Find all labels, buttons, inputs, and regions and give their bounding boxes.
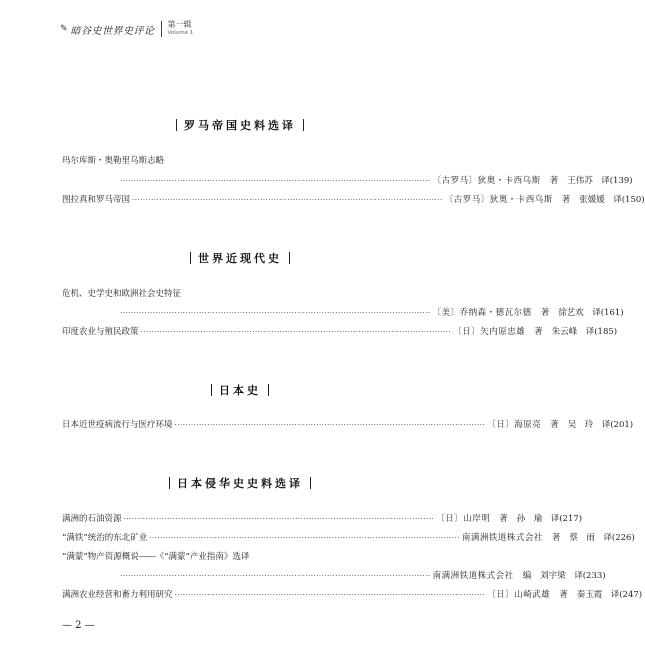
toc-entry[interactable] — [62, 306, 624, 320]
leader-dots: ·················································································································· — [149, 534, 460, 542]
entry-title: 满洲的石油资源 — [62, 514, 122, 524]
entry-role: 著 — [499, 514, 508, 524]
toc-entry[interactable] — [62, 512, 583, 526]
entry-page: (139) — [609, 176, 633, 186]
entry-role: 著 — [550, 420, 559, 430]
page-number: — 2 — — [62, 620, 95, 631]
entry-title: 印度农业与殖民政策 — [62, 327, 139, 337]
entry-title: 危机、史学史和欧洲社会史特征 — [62, 289, 182, 299]
section-heading — [0, 475, 480, 491]
entry-author: 〔日〕海原亮 — [487, 420, 542, 430]
heading-bar-right — [289, 252, 290, 264]
entry-author: 〔古罗马〕狄奥・卡西乌斯 — [444, 195, 553, 205]
entry-role: 著 — [551, 533, 561, 543]
entry-translator: 王伟苏 译 — [567, 176, 610, 186]
heading-bar-left — [176, 119, 177, 131]
toc-entry[interactable] — [62, 418, 634, 432]
section-heading — [0, 250, 480, 266]
entry-title: 玛尔库斯・奥勒里乌斯志略 — [62, 156, 165, 166]
pen-icon: ✎ — [60, 24, 68, 34]
section-heading — [0, 382, 480, 398]
entry-author: 〔日〕山崎武雄 — [487, 590, 551, 600]
heading-bar-right — [268, 384, 269, 396]
volume-en: Volume 1 — [167, 30, 194, 37]
entry-translator: 秦玉霞 译 — [576, 590, 620, 600]
entry-translator: 吴 玲 译 — [567, 420, 611, 430]
entry-role: 著 — [549, 176, 559, 186]
entry-author: 〔日〕矢内原忠雄 — [453, 327, 526, 337]
entry-translator: 刘宇梁 译 — [540, 571, 583, 581]
entry-page: (150) — [621, 195, 645, 205]
toc-entry[interactable] — [62, 193, 645, 207]
entry-title: “满蒙”物产资源概说――《“满蒙”产业指南》选译 — [62, 552, 250, 562]
entry-title: “满铁”统治的东北矿业 — [62, 533, 148, 543]
toc-entry[interactable] — [62, 550, 420, 564]
entry-role: 著 — [540, 308, 550, 318]
toc-entry[interactable] — [62, 287, 420, 301]
section-title: 罗马帝国史料选译 — [184, 119, 296, 132]
leader-dots: ·················································································································· — [174, 421, 486, 429]
entry-title: 图拉真和罗马帝国 — [62, 195, 131, 205]
entry-page: (201) — [610, 420, 634, 430]
header-divider — [161, 21, 162, 37]
heading-bar-right — [303, 119, 304, 131]
entry-page: (161) — [600, 308, 624, 318]
entry-translator: 朱云峰 译 — [551, 327, 595, 337]
entry-author: 南满洲铁道株式会社 — [432, 571, 514, 581]
section-title: 世界近现代史 — [198, 252, 282, 265]
leader-dots: ·················································································································· — [120, 309, 431, 317]
volume-label — [168, 21, 194, 37]
heading-bar-left — [190, 252, 191, 264]
entry-translator: 徐艺欢 译 — [558, 308, 601, 318]
running-header — [60, 22, 193, 36]
toc-entry[interactable] — [62, 154, 420, 168]
entry-translator: 蔡 雨 译 — [569, 533, 612, 543]
entry-page: (217) — [559, 514, 583, 524]
entry-role: 编 — [522, 571, 532, 581]
section-title: 日本史 — [219, 384, 261, 397]
leader-dots: ·················································································································· — [120, 177, 431, 185]
entry-title: 日本近世疫病流行与医疗环境 — [62, 420, 173, 430]
entry-title: 满洲农业经营和畜力利用研究 — [62, 590, 173, 600]
entry-translator: 张媛媛 译 — [579, 195, 622, 205]
entry-author: 〔日〕山岸明 — [436, 514, 491, 524]
entry-page: (185) — [594, 327, 618, 337]
leader-dots: ·················································································································· — [123, 515, 435, 523]
leader-dots: ·················································································································· — [132, 196, 443, 204]
volume-cn: 第一辑 — [167, 20, 192, 30]
section-title: 日本侵华史史料选译 — [177, 477, 303, 490]
toc-entry[interactable] — [62, 569, 606, 583]
toc-entry[interactable] — [62, 531, 635, 545]
toc-entry[interactable] — [62, 588, 643, 602]
heading-bar-right — [310, 477, 311, 489]
toc-entry[interactable] — [62, 174, 633, 188]
entry-page: (233) — [582, 571, 606, 581]
entry-page: (226) — [611, 533, 635, 543]
entry-role: 著 — [534, 327, 543, 337]
leader-dots: ·················································································································· — [120, 572, 431, 580]
entry-translator: 孙 瑜 译 — [516, 514, 560, 524]
entry-page: (247) — [619, 590, 643, 600]
series-title: 暗谷史世界史评论 — [70, 25, 155, 37]
section-heading — [0, 117, 480, 133]
entry-author: 南满洲铁道株式会社 — [461, 533, 543, 543]
heading-bar-left — [169, 477, 170, 489]
entry-role: 著 — [561, 195, 571, 205]
leader-dots: ·················································································································· — [174, 591, 486, 599]
heading-bar-left — [211, 384, 212, 396]
entry-author: 〔古罗马〕狄奥・卡西乌斯 — [432, 176, 541, 186]
leader-dots: ·················································································································· — [140, 328, 452, 336]
toc-entry[interactable] — [62, 325, 618, 339]
entry-author: 〔美〕乔纳森・德瓦尔德 — [432, 308, 532, 318]
entry-role: 著 — [559, 590, 568, 600]
